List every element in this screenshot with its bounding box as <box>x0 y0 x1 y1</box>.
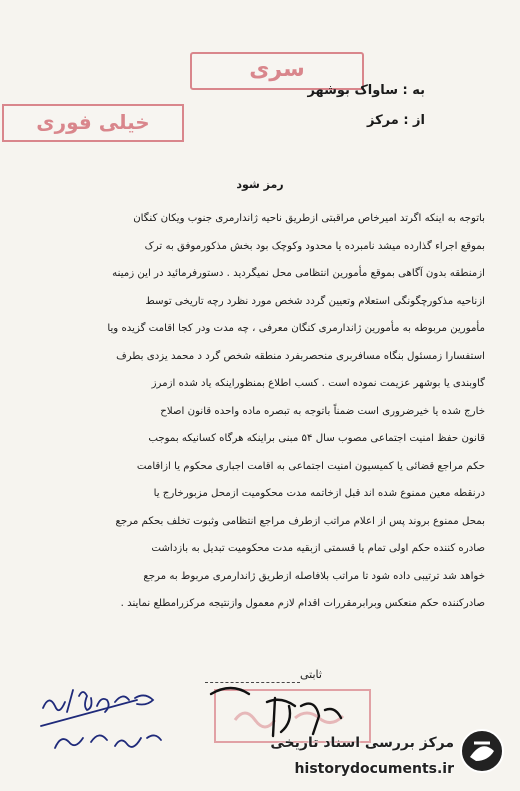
body-line: حکم مراجع قضائی یا کمیسیون امنیت اجتماعی به اقامت اجباری محکوم یا ازاقامت <box>136 460 485 472</box>
recipient-line: به : ساواک بوشهر <box>307 83 425 98</box>
body-line: باتوجه به اینکه اگرتد امیرخاص مراقبتی ازطریق ناحیه ژاندارمری جنوب ویکان کنگان <box>133 213 485 224</box>
body-line: ازناحیه مذکورچگونگی استعلام وتعیین گردد شخص مورد نظرد رچه تاریخی توسط <box>145 295 485 307</box>
handwritten-reference-number <box>35 668 175 760</box>
signature-label: ثابتی <box>300 668 322 681</box>
archive-name: مرکز بررسی اسناد تاریخی <box>270 735 454 751</box>
body-line: مأمورین مربوطه به مأمورین ژاندارمری کنگان معرفی ، چه مدت ودر کجا اقامت گزیده ویا <box>107 323 485 334</box>
archive-logo-icon <box>458 727 506 775</box>
body-line: بموقع اجراء گذارده میشد نامبرده یا محدود وکوچک بود بخش مذکورموفق به ترک <box>144 240 485 252</box>
sender-line: از : مرکز <box>367 113 425 128</box>
urgency-stamp: خیلی فوری <box>2 104 184 142</box>
document-body <box>30 205 485 618</box>
document-title: رمز شود <box>236 178 284 191</box>
secret-stamp: سری <box>190 52 364 90</box>
body-line: گاوبندی یا بوشهر عزیمت نموده است . کسب اطلاع بمنظوراینکه یاد شده ازمرز <box>151 378 485 389</box>
body-line: درنقطه معین ممنوع شده اند قبل ازخاتمه مدت محکومیت ازمحل مزبورخارج یا <box>153 488 485 499</box>
body-line: بمحل ممنوع بروند پس از اعلام مراتب ازطرف مراجع انتظامی وثبوت تخلف بحکم مرجع <box>115 515 485 527</box>
body-line: استفسارا زمسئول بنگاه مسافربری منحصربفرد منطقه شخص گرد د محمد یزدی بطرف <box>116 350 485 362</box>
body-line: صادرکننده حکم منعکس وبرابرمقررات اقدام لازم معمول وازنتیجه مرکزرامطلع نمایند . <box>120 598 485 609</box>
body-line: خواهد شد ترتیبی داده شود تا مراتب بلافاصله ازطریق ژاندارمری مربوط به مرجع <box>143 570 485 582</box>
archive-url: historydocuments.ir <box>294 761 454 777</box>
body-line: قانون حفظ امنیت اجتماعی مصوب سال ۵۴ مبنی براینکه هرگاه کسانیکه بموجب <box>148 433 485 444</box>
body-line: صادره کننده حکم اولی تمام یا قسمتی ازبقیه مدت محکومیت تبدیل به بازداشت <box>151 543 485 554</box>
body-line: خارج شده یا خیرضروری است ضمناً باتوجه به تبصره ماده واحده قانون اصلاح <box>160 405 485 417</box>
archive-watermark <box>244 725 514 787</box>
body-line: ازمنطقه بدون آگاهی بموقع مأمورین انتظامی محل نمیگردید . دستورفرمائید در این زمینه <box>112 268 485 279</box>
